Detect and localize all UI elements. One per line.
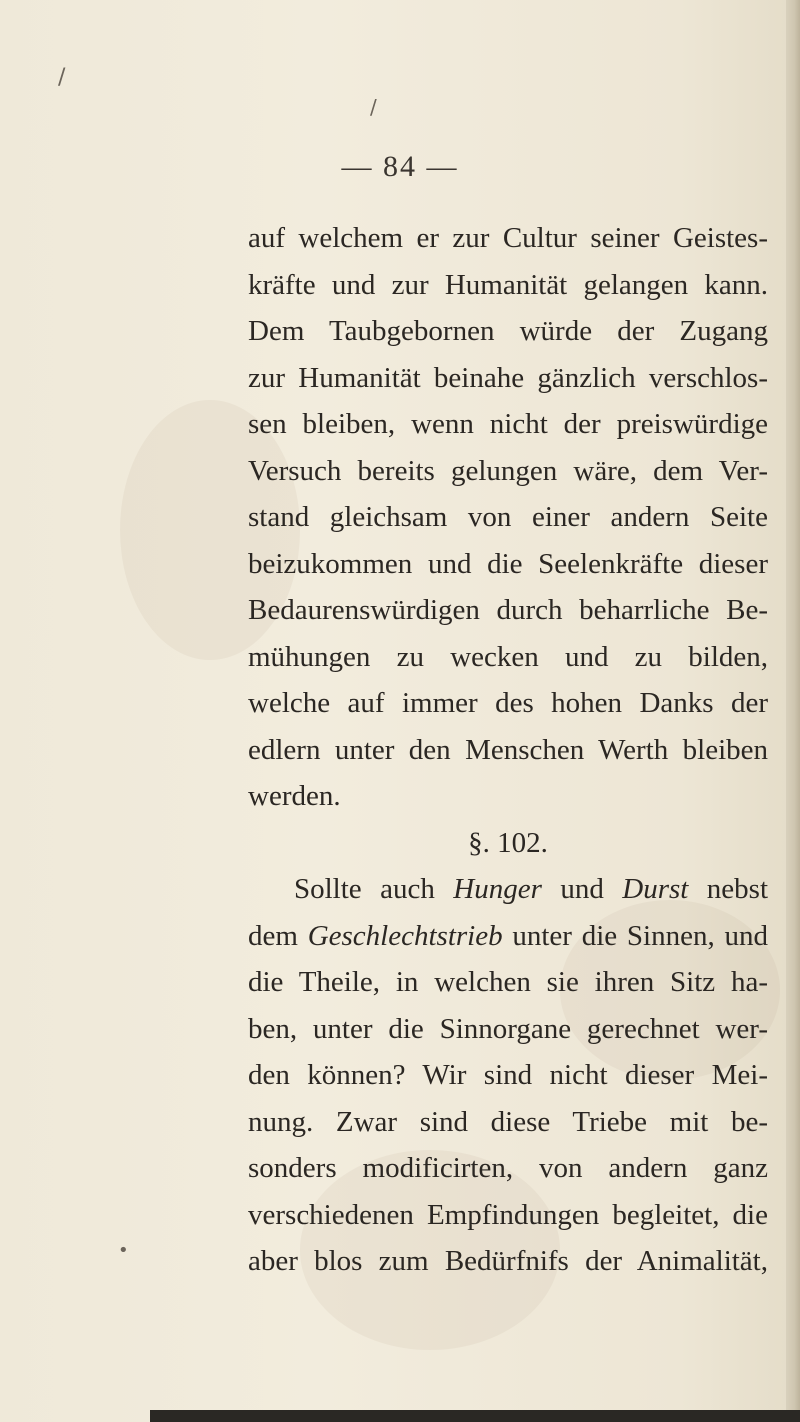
text-line: zur Humanität beinahe gänzlich verschlos- xyxy=(248,361,768,394)
text-line: kräfte und zur Humanität gelangen kann. xyxy=(248,268,768,301)
body-text xyxy=(248,215,768,1285)
text-fragment: nebst xyxy=(688,873,769,905)
text-line: aber blos zum Bedürfnifs der Animalität, xyxy=(248,1245,768,1277)
emphasis-hunger: Hunger xyxy=(453,873,542,905)
text-line: auf welchem er zur Cultur seiner Geistes- xyxy=(248,222,768,254)
text-line xyxy=(248,913,768,960)
ink-fleck: / xyxy=(370,95,377,119)
text-fragment: unter die Sinnen, und xyxy=(502,919,768,952)
text-line: stand gleichsam von einer andern Seite xyxy=(248,501,768,533)
text-line: welche auf immer des hohen Danks der xyxy=(248,687,768,719)
text-fragment: Sollte auch xyxy=(294,873,454,905)
text-fragment: und xyxy=(541,873,623,905)
text-line: verschiedenen Empfindungen begleitet, die xyxy=(248,1198,768,1231)
text-line: Bedaurenswürdigen durch beharrliche Be- xyxy=(248,594,768,626)
text-fragment: dem xyxy=(248,919,308,952)
text-line: den können? Wir sind nicht dieser Mei- xyxy=(248,1059,768,1091)
text-line: Versuch bereits gelungen wäre, dem Ver- xyxy=(248,454,768,487)
ink-fleck: / xyxy=(58,65,66,90)
text-line: edlern unter den Menschen Werth bleiben xyxy=(248,733,768,766)
scan-bottom-border xyxy=(150,1410,800,1422)
section-heading: §. 102. xyxy=(468,826,548,859)
ink-fleck: • xyxy=(118,1240,129,1261)
text-line: mühungen zu wecken und zu bilden, xyxy=(248,640,768,673)
text-line: Dem Taubgebornen würde der Zugang xyxy=(248,315,768,347)
emphasis-durst: Durst xyxy=(622,873,689,905)
text-line: beizukommen und die Seelenkräfte dieser xyxy=(248,547,768,580)
emphasis-geschlechtstrieb: Geschlechtstrieb xyxy=(307,919,503,952)
paragraph-start-line xyxy=(248,866,768,913)
text-line: die Theile, in welchen sie ihren Sitz ha- xyxy=(248,966,768,998)
page-number: — 84 — xyxy=(341,150,459,183)
text-line: ben, unter die Sinnorgane gerechnet wer- xyxy=(248,1012,768,1045)
text-line: sonders modificirten, von andern ganz xyxy=(248,1152,768,1184)
text-line-last: werden. xyxy=(248,780,341,812)
text-line: sen bleiben, wenn nicht der preiswürdige xyxy=(248,408,768,440)
page-edge-shadow xyxy=(786,0,800,1422)
text-line: nung. Zwar sind diese Triebe mit be- xyxy=(248,1105,768,1138)
